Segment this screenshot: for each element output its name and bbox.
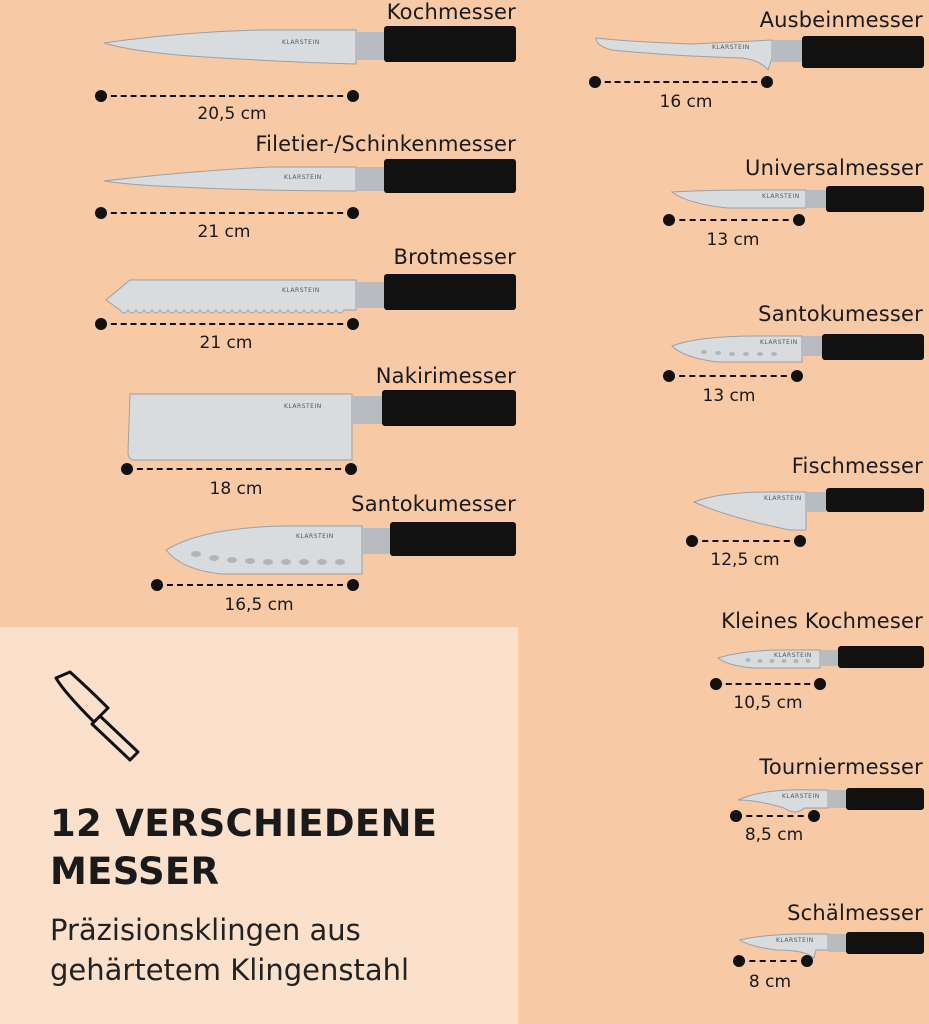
kochmesser-length-indicator	[95, 90, 359, 102]
knife-label-kochmesser: Kochmesser	[386, 0, 516, 24]
santokumesser-large-length-indicator	[151, 579, 359, 591]
knife-label-fischmesser: Fischmesser	[791, 454, 923, 478]
knife-label-schaelmesser: Schälmesser	[787, 901, 923, 925]
svg-text:KLARSTEIN: KLARSTEIN	[764, 495, 802, 502]
schaelmesser-length: 8 cm	[748, 972, 792, 992]
svg-text:KLARSTEIN: KLARSTEIN	[776, 937, 814, 944]
knife-label-santokumesser-small: Santokumesser	[758, 302, 923, 326]
knife-label-universalmesser: Universalmesser	[745, 156, 923, 180]
filetiermesser-length: 21 cm	[197, 222, 251, 242]
svg-text:KLARSTEIN: KLARSTEIN	[760, 339, 798, 346]
kochmesser-length: 20,5 cm	[197, 104, 267, 124]
svg-text:KLARSTEIN: KLARSTEIN	[712, 44, 750, 51]
knife-label-ausbeinmesser: Ausbeinmesser	[759, 8, 923, 32]
tourniermesser-length-indicator	[730, 810, 820, 822]
svg-text:KLARSTEIN: KLARSTEIN	[284, 174, 322, 181]
subtitle-line-2: gehärtetem Klingenstahl	[50, 953, 410, 987]
knife-label-santokumesser-large: Santokumesser	[351, 492, 516, 516]
santokumesser-large-knife-image	[162, 520, 520, 580]
kleines-kochmeser-length: 10,5 cm	[733, 693, 803, 713]
nakirimesser-knife-image	[126, 390, 520, 465]
tourniermesser-length: 8,5 cm	[744, 825, 804, 845]
knife-label-filetier: Filetier-/Schinkenmesser	[255, 132, 516, 156]
universalmesser-length-indicator	[663, 214, 805, 226]
kleines-kochmeser-length-indicator	[710, 678, 826, 690]
knife-label-tourniermesser: Tourniermesser	[759, 755, 923, 779]
filetiermesser-knife-image	[100, 157, 520, 197]
svg-text:KLARSTEIN: KLARSTEIN	[296, 533, 334, 540]
ausbeinmesser-length: 16 cm	[659, 92, 713, 112]
knife-icon	[50, 670, 144, 762]
nakirimesser-length-indicator	[121, 463, 357, 475]
subtitle-line-1: Präzisionsklingen aus	[50, 913, 361, 947]
svg-text:KLARSTEIN: KLARSTEIN	[762, 193, 800, 200]
headline-line-2: MESSER	[50, 850, 220, 893]
svg-text:KLARSTEIN: KLARSTEIN	[282, 39, 320, 46]
headline-line-1: 12 VERSCHIEDENE	[50, 802, 438, 845]
santokumesser-small-knife-image	[668, 332, 926, 372]
santokumesser-large-length: 16,5 cm	[224, 595, 294, 615]
schaelmesser-length-indicator	[733, 955, 813, 967]
nakirimesser-length: 18 cm	[209, 479, 263, 499]
svg-text:KLARSTEIN: KLARSTEIN	[282, 287, 320, 294]
universalmesser-length: 13 cm	[706, 230, 760, 250]
santokumesser-small-length: 13 cm	[702, 386, 756, 406]
kochmesser-knife-image	[100, 22, 520, 72]
knife-label-kleines-kochmeser: Kleines Kochmeser	[721, 609, 923, 633]
ausbeinmesser-length-indicator	[589, 76, 773, 88]
ausbeinmesser-knife-image	[592, 34, 926, 74]
fischmesser-length-indicator	[686, 535, 806, 547]
brotmesser-knife-image	[100, 270, 520, 320]
universalmesser-knife-image	[668, 184, 926, 216]
svg-text:KLARSTEIN: KLARSTEIN	[284, 403, 322, 410]
headline	[50, 800, 437, 896]
subtitle	[50, 910, 409, 990]
fischmesser-knife-image	[690, 488, 926, 534]
filetiermesser-length-indicator	[95, 207, 359, 219]
fischmesser-length: 12,5 cm	[710, 550, 780, 570]
svg-text:KLARSTEIN: KLARSTEIN	[782, 793, 820, 800]
knife-label-nakirimesser: Nakirimesser	[375, 364, 516, 388]
svg-text:KLARSTEIN: KLARSTEIN	[774, 652, 812, 659]
santokumesser-small-length-indicator	[663, 370, 803, 382]
knife-label-brotmesser: Brotmesser	[393, 245, 516, 269]
brotmesser-length-indicator	[95, 318, 359, 330]
brotmesser-length: 21 cm	[199, 333, 253, 353]
kleines-kochmeser-knife-image	[714, 644, 926, 674]
